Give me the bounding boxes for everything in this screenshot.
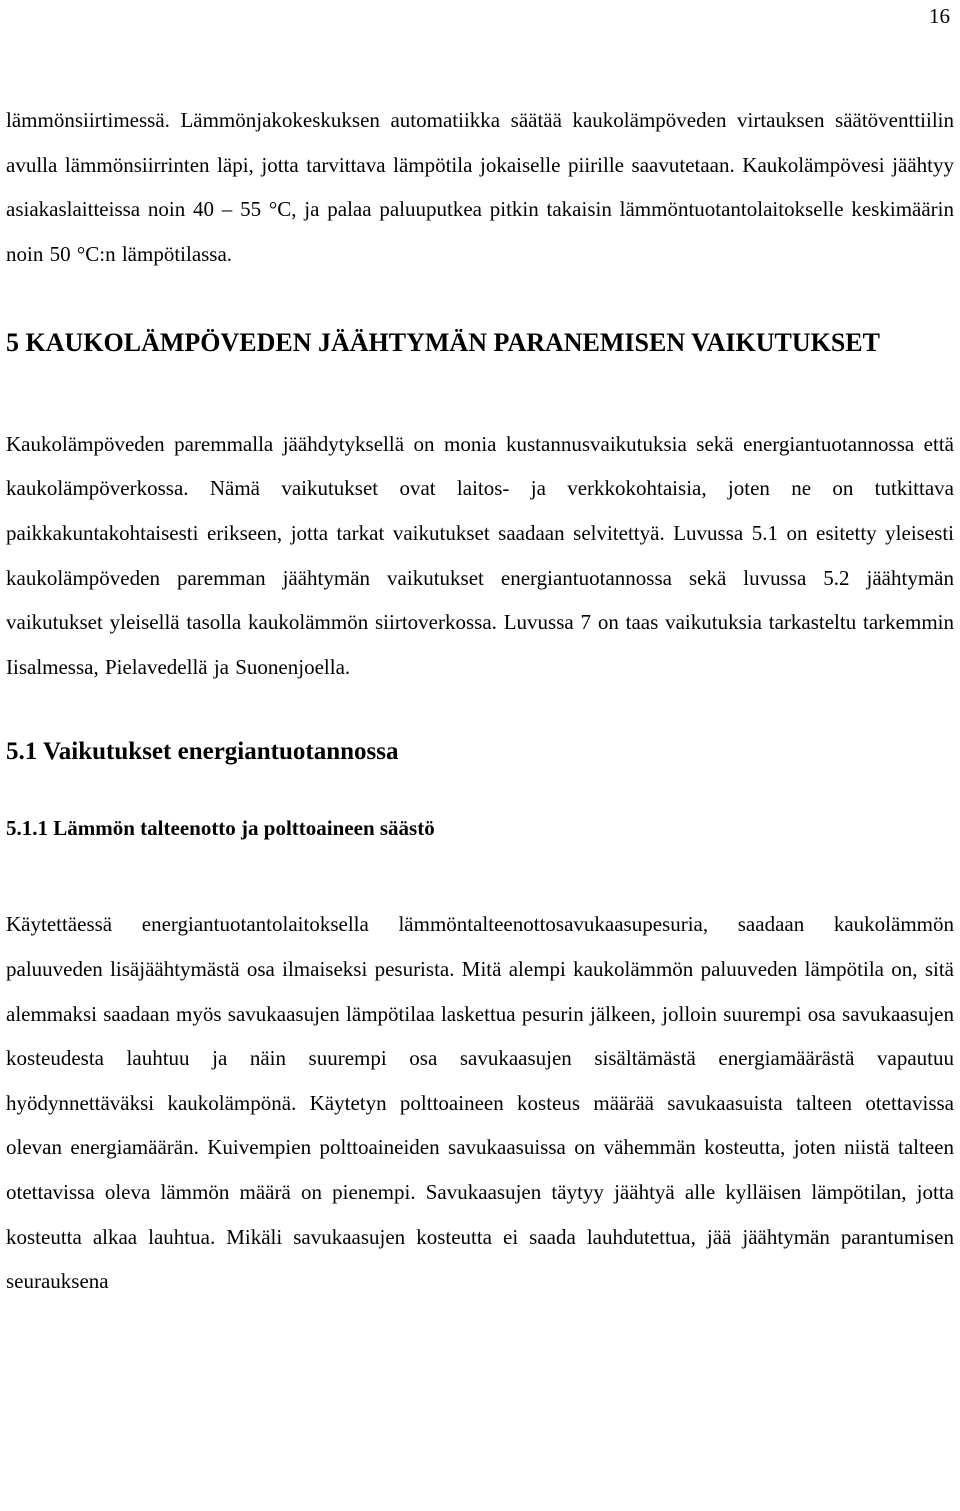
section-5-1-1-paragraph: Käytettäessä energiantuotantolaitoksella lämmöntalteenottosavukaasupesuria, saadaan kaukolämmön paluuveden lisäjäähtymästä osa ilmaiseksi pesurista. Mitä alempi kaukolämmön paluuveden lämpötila on, sitä alemmaksi saadaan myös savukaasujen lämpötilaa laskettua pesurin jälkeen, jolloin suurempi osa savukaasujen kosteudesta lauhtuu ja näin suurempi osa savukaasujen sisältämästä energiamäärästä vapautuu hyödynnettäväksi kaukolämpönä. Käytetyn polttoaineen kosteus määrää savukaasuista talteen otettavissa olevan energiamäärän. Kuivempien polttoaineiden savukaasuissa on vähemmän kosteutta, joten niistä talteen otettavissa oleva lämmön määrä on pienempi. Savukaasujen täytyy jäähtyä alle kylläisen lämpötilan, jotta kosteutta alkaa lauhtua. Mikäli savukaasujen kosteutta ei saada lauhdutettua, jää jäähtymän parantumisen seurauksena: [6, 912, 954, 1294]
page-number: 16: [929, 4, 950, 28]
page-content: [6, 98, 954, 1304]
intro-paragraph: lämmönsiirtimessä. Lämmönjakokeskuksen automatiikka säätää kaukolämpöveden virtauksen säätöventtiilin avulla lämmönsiirrinten läpi, jotta tarvittava lämpötila jokaiselle piirille saavutetaan. Kaukolämpövesi jäähtyy asiakaslaitteissa noin 40 – 55 °C, ja palaa paluuputkea pitkin takaisin lämmöntuotantolaitokselle keskimäärin noin 50 °C:n lämpötilassa.: [6, 108, 954, 266]
chapter-5-heading: 5 KAUKOLÄMPÖVEDEN JÄÄHTYMÄN PARANEMISEN VAIKUTUKSET: [6, 328, 880, 358]
chapter-5-paragraph: Kaukolämpöveden paremmalla jäähdytyksellä on monia kustannusvaikutuksia sekä energiantuotannossa että kaukolämpöverkossa. Nämä vaikutukset ovat laitos- ja verkkokohtaisia, joten ne on tutkittava paikkakuntakohtaisesti erikseen, jotta tarkat vaikutukset saadaan selvitettyä. Luvussa 5.1 on esitetty yleisesti kaukolämpöveden paremman jäähtymän vaikutukset energiantuotannossa sekä luvussa 5.2 jäähtymän vaikutukset yleisellä tasolla kaukolämmön siirtoverkossa. Luvussa 7 on taas vaikutuksia tarkasteltu tarkemmin Iisalmessa, Pielavedellä ja Suonenjoella.: [6, 431, 954, 679]
section-5-1-heading: 5.1 Vaikutukset energiantuotannossa: [6, 738, 399, 766]
section-5-1-1-heading: 5.1.1 Lämmön talteenotto ja polttoaineen säästö: [6, 816, 435, 841]
